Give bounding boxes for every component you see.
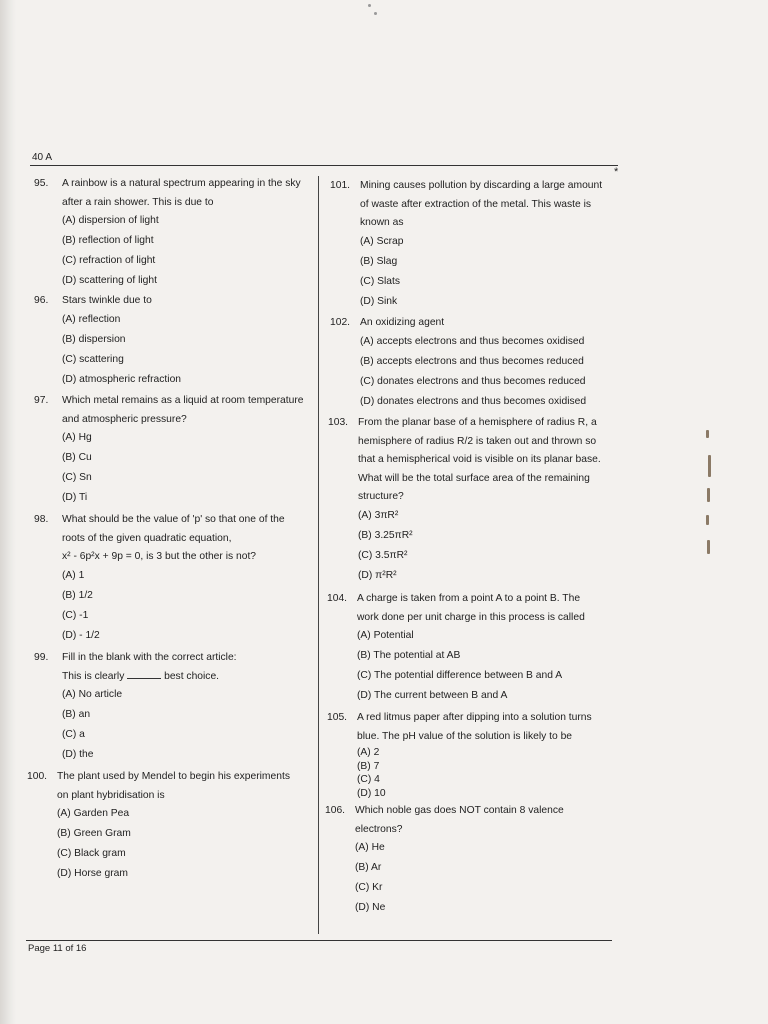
question-number: 104. <box>327 593 348 604</box>
option-c: (C) -1 <box>62 609 89 621</box>
question-number: 103. <box>328 417 349 428</box>
question-stem: after a rain shower. This is due to <box>62 196 214 208</box>
option-d: (D) the <box>62 749 94 760</box>
option-c: (C) Kr <box>355 882 383 893</box>
option-c: (C) scattering <box>62 353 124 365</box>
question-number: 102. <box>330 317 351 328</box>
option-b: (B) 1/2 <box>62 589 93 601</box>
option-a: (A) Potential <box>357 630 414 641</box>
option-a: (A) Hg <box>62 432 92 443</box>
question-stem: and atmospheric pressure? <box>62 413 187 425</box>
question-stem: work done per unit charge in this process is called <box>357 611 585 623</box>
answer-blank <box>127 670 161 679</box>
question-stem: electrons? <box>355 823 403 835</box>
option-d: (D) Horse gram <box>57 868 128 879</box>
option-d: (D) The current between B and A <box>357 690 508 701</box>
page-number: Page 11 of 16 <box>28 943 87 954</box>
option-c: (C) donates electrons and thus becomes reduced <box>360 375 586 387</box>
option-c: (C) Sn <box>62 472 92 483</box>
option-a: (A) dispersion of light <box>62 215 159 226</box>
question-number: 99. <box>34 652 49 663</box>
question-number: 96. <box>34 295 49 306</box>
question-stem: structure? <box>358 491 404 502</box>
scan-speck <box>374 12 377 15</box>
header-rule <box>30 165 618 166</box>
margin-scan-mark <box>708 455 711 477</box>
question-stem: What will be the total surface area of the remaining <box>358 472 590 484</box>
margin-scan-mark <box>706 430 709 438</box>
paper-code: 40 A <box>32 152 53 163</box>
option-d: (D) - 1/2 <box>62 629 100 641</box>
option-b: (B) Cu <box>62 452 92 463</box>
scanned-page-edge <box>0 0 16 1024</box>
scan-speck <box>368 4 371 7</box>
question-stem: that a hemispherical void is visible on its planar base. <box>358 454 601 465</box>
question-101 <box>330 177 622 313</box>
question-number: 97. <box>34 395 49 406</box>
question-number: 105. <box>327 712 348 723</box>
question-stem: Which noble gas does NOT contain 8 valence <box>355 805 564 816</box>
question-103 <box>328 414 622 587</box>
stem-text-after-blank: best choice. <box>161 670 220 682</box>
option-a: (A) accepts electrons and thus becomes oxidised <box>360 335 585 347</box>
option-c: (C) Slats <box>360 275 401 287</box>
margin-scan-mark <box>707 540 710 554</box>
question-97 <box>34 392 318 509</box>
question-number: 98. <box>34 514 49 525</box>
option-a: (A) 2 <box>357 747 380 758</box>
question-number: 100. <box>27 771 48 782</box>
question-stem: Mining causes pollution by discarding a large amount <box>360 180 603 191</box>
option-b: (B) The potential at AB <box>357 650 461 661</box>
option-d: (D) donates electrons and thus becomes oxidised <box>360 395 587 407</box>
option-d: (D) 10 <box>357 787 386 799</box>
option-d: (D) atmospheric refraction <box>62 373 182 385</box>
option-b: (B) 3.25πR² <box>358 529 413 541</box>
question-stem: A rainbow is a natural spectrum appearing in the sky <box>62 178 301 189</box>
question-stem: known as <box>360 217 404 228</box>
option-b: (B) Slag <box>360 255 398 267</box>
question-104 <box>327 590 621 707</box>
option-b: (B) Green Gram <box>57 828 131 839</box>
question-number: 95. <box>34 178 49 189</box>
question-99 <box>34 649 318 766</box>
question-102 <box>330 314 622 413</box>
option-d: (D) Ne <box>355 902 386 913</box>
question-stem: blue. The pH value of the solution is likely to be <box>357 730 573 742</box>
question-96 <box>34 292 318 391</box>
question-98 <box>34 511 318 647</box>
option-a: (A) No article <box>62 689 123 700</box>
option-a: (A) Scrap <box>360 235 404 247</box>
column-divider <box>318 176 319 934</box>
option-c: (C) The potential difference between B and A <box>357 670 563 681</box>
margin-scan-mark <box>706 515 709 525</box>
option-a: (A) He <box>355 842 385 853</box>
question-stem: A charge is taken from a point A to a point B. The <box>357 593 581 604</box>
question-stem: of waste after extraction of the metal. This waste is <box>360 198 592 210</box>
option-b: (B) Ar <box>355 862 382 873</box>
footer-rule <box>26 940 612 941</box>
question-stem-fill-blank <box>62 668 318 687</box>
question-100 <box>27 768 317 885</box>
option-a: (A) Garden Pea <box>57 808 130 819</box>
margin-scan-mark <box>707 488 710 502</box>
question-stem: What should be the value of 'p' so that one of the <box>62 514 285 525</box>
question-stem: x² - 6p²x + 9p = 0, is 3 but the other is not? <box>62 551 257 562</box>
question-stem: Fill in the blank with the correct article: <box>62 652 237 663</box>
question-number: 106. <box>325 805 346 816</box>
question-105 <box>327 709 621 800</box>
option-b: (B) 7 <box>357 760 380 772</box>
option-b: (B) reflection of light <box>62 235 154 246</box>
question-106 <box>325 802 621 919</box>
option-d: (D) Ti <box>62 492 88 503</box>
question-95 <box>34 175 318 292</box>
option-c: (C) 3.5πR² <box>358 549 408 561</box>
option-c: (C) refraction of light <box>62 255 156 266</box>
option-c: (C) 4 <box>357 774 380 785</box>
question-stem: Stars twinkle due to <box>62 295 152 306</box>
option-a: (A) 1 <box>62 569 85 581</box>
question-stem: roots of the given quadratic equation, <box>62 532 232 544</box>
stem-text-before-blank: This is clearly <box>62 670 128 682</box>
option-d: (D) scattering of light <box>62 275 157 286</box>
option-d: (D) Sink <box>360 295 398 307</box>
question-stem: Which metal remains as a liquid at room temperature <box>62 395 304 406</box>
option-c: (C) Black gram <box>57 848 126 859</box>
corner-marker: * <box>614 166 619 178</box>
question-stem: An oxidizing agent <box>360 317 445 328</box>
question-number: 101. <box>330 180 351 191</box>
option-c: (C) a <box>62 729 85 740</box>
option-d: (D) π²R² <box>358 569 397 581</box>
question-stem: The plant used by Mendel to begin his experiments <box>57 771 290 782</box>
question-stem: hemisphere of radius R/2 is taken out and thrown so <box>358 435 597 447</box>
option-a: (A) 3πR² <box>358 509 399 521</box>
question-stem: A red litmus paper after dipping into a solution turns <box>357 712 592 723</box>
option-b: (B) dispersion <box>62 333 126 345</box>
option-a: (A) reflection <box>62 313 121 325</box>
question-stem: on plant hybridisation is <box>57 789 165 801</box>
question-stem: From the planar base of a hemisphere of radius R, a <box>358 417 597 428</box>
option-b: (B) accepts electrons and thus becomes reduced <box>360 355 584 367</box>
option-b: (B) an <box>62 709 91 720</box>
